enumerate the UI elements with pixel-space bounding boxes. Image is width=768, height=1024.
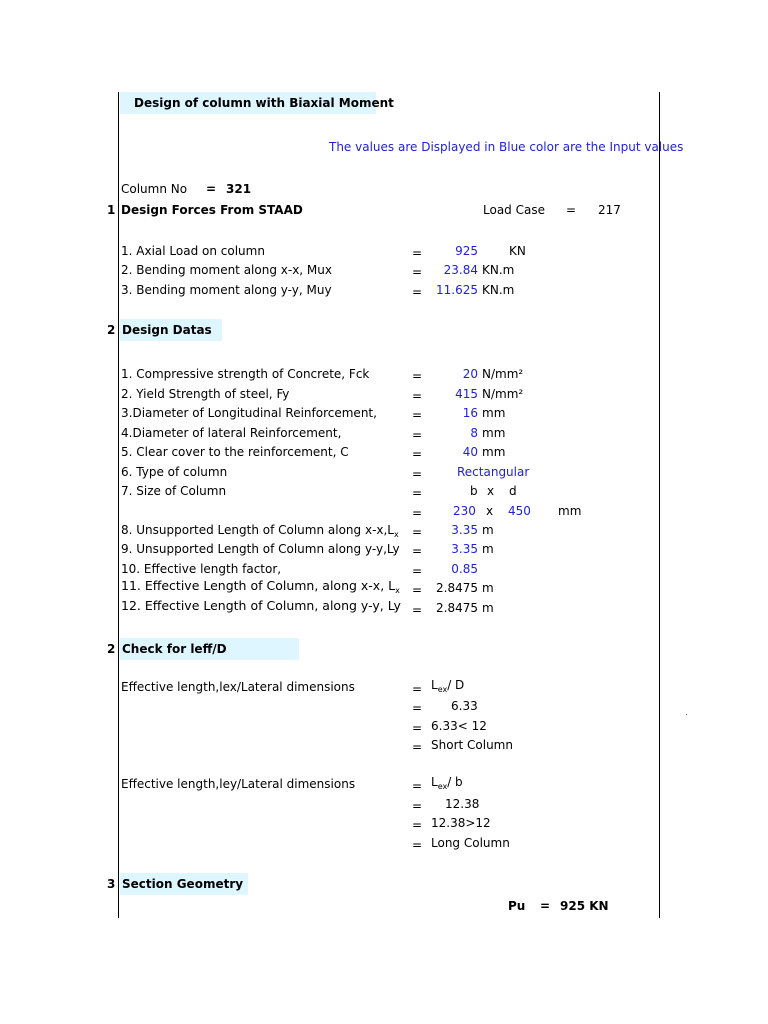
column-result: Short Column xyxy=(431,738,513,752)
row-value: 40 xyxy=(462,445,478,459)
row-eq: = xyxy=(412,682,423,696)
row-value: 20 xyxy=(462,367,478,381)
section-heading: Section Geometry xyxy=(122,877,244,891)
size-unit: mm xyxy=(558,504,582,518)
column-no-eq: = xyxy=(206,182,217,196)
row-eq: = xyxy=(412,818,423,832)
section-heading: Design Datas xyxy=(122,323,212,337)
pu-value: 925 KN xyxy=(560,899,609,913)
row-eq: = xyxy=(412,447,423,461)
ratio-compare: 6.33< 12 xyxy=(431,719,487,733)
load-case-label: Load Case xyxy=(483,203,545,217)
row-value: 415 xyxy=(455,387,478,401)
size-x: x xyxy=(486,504,494,518)
row-value: 8 xyxy=(470,426,478,440)
row-label: 7. Size of Column xyxy=(121,484,227,498)
section-number: 1 xyxy=(107,203,116,217)
row-eq: = xyxy=(412,408,423,422)
row-unit: KN.m xyxy=(482,263,515,277)
row-unit: m xyxy=(482,601,494,615)
left-border xyxy=(118,92,119,918)
row-eq: = xyxy=(412,265,423,279)
size-b-value: 230 xyxy=(453,504,476,518)
row-unit: N/mm² xyxy=(482,387,524,401)
formula: $L_{ex}/$ b xyxy=(431,775,463,791)
row-eq: = xyxy=(412,583,423,597)
row-eq: = xyxy=(412,701,423,715)
row-value: 3.35 xyxy=(451,523,478,537)
row-label: 3. Bending moment along y-y, Muy xyxy=(121,283,332,297)
row-eq: = xyxy=(412,740,423,754)
row-eq: = xyxy=(412,486,423,500)
row-eq: = xyxy=(412,467,423,481)
row-unit: mm xyxy=(482,445,506,459)
load-case-eq: = xyxy=(566,203,577,217)
ratio-value: 12.38 xyxy=(445,797,480,811)
row-eq: = xyxy=(412,428,423,442)
row-label: 2. Bending moment along x-x, Mux xyxy=(121,263,332,277)
column-no-value: 321 xyxy=(226,182,252,196)
section-heading: Design Forces From STAAD xyxy=(121,203,303,217)
row-eq: = xyxy=(412,779,423,793)
size-b-header: b xyxy=(470,484,478,498)
input-note: The values are Displayed in Blue color are the Input values xyxy=(329,140,684,154)
row-eq: = xyxy=(412,799,423,813)
stray-dot xyxy=(686,714,687,715)
column-no-label: Column No xyxy=(121,182,188,196)
formula: $L_{ex}/$ D xyxy=(431,678,465,694)
row-eq: = xyxy=(412,369,423,383)
size-eq: = xyxy=(412,506,423,520)
page-title: Design of column with Biaxial Moment xyxy=(134,96,394,110)
row-value: 2.8475 xyxy=(436,601,478,615)
row-value: 925 xyxy=(455,244,478,258)
row-label: 11. Effective Length of Column, along x-x, $L_x$ xyxy=(121,578,400,595)
row-label: 10. Effective length factor, xyxy=(121,562,282,576)
row-label: 5. Clear cover to the reinforcement, C xyxy=(121,445,349,459)
row-eq: = xyxy=(412,285,423,299)
row-label: 9. Unsupported Length of Column along y-y,Ly xyxy=(121,542,400,556)
pu-eq: = xyxy=(540,899,551,913)
pu-label: Pu xyxy=(508,899,526,913)
row-unit: m xyxy=(482,523,494,537)
row-value: 0.85 xyxy=(451,562,478,576)
section-number: 3 xyxy=(107,877,116,891)
row-value: 3.35 xyxy=(451,542,478,556)
row-eq: = xyxy=(412,838,423,852)
row-eq: = xyxy=(412,544,423,558)
row-eq: = xyxy=(412,389,423,403)
row-label: 12. Effective Length of Column, along y-y, Ly xyxy=(121,598,401,613)
row-label: 4.Diameter of lateral Reinforcement, xyxy=(121,426,342,440)
size-d-header: d xyxy=(509,484,517,498)
right-border xyxy=(659,92,660,918)
row-label: 6. Type of column xyxy=(121,465,228,479)
ratio-compare: 12.38>12 xyxy=(431,816,491,830)
size-d-value: 450 xyxy=(508,504,531,518)
size-x-header: x xyxy=(487,484,495,498)
load-case-value: 217 xyxy=(598,203,621,217)
row-unit: KN.m xyxy=(482,283,515,297)
row-label: 1. Axial Load on column xyxy=(121,244,265,258)
row-label: 3.Diameter of Longitudinal Reinforcement, xyxy=(121,406,377,420)
row-value: 11.625 xyxy=(436,283,478,297)
section-number: 2 xyxy=(107,642,116,656)
row-eq: = xyxy=(412,525,423,539)
row-eq: = xyxy=(412,721,423,735)
block-label: Effective length,lex/Lateral dimensions xyxy=(121,680,355,694)
section-number: 2 xyxy=(107,323,116,337)
row-label: 8. Unsupported Length of Column along $x-x,L_x$ xyxy=(121,523,399,539)
row-label: 1. Compressive strength of Concrete, Fck xyxy=(121,367,370,381)
row-eq: = xyxy=(412,564,423,578)
row-eq: = xyxy=(412,246,423,260)
row-unit: m xyxy=(482,542,494,556)
block-label: Effective length,ley/Lateral dimensions xyxy=(121,777,356,791)
row-unit: KN xyxy=(509,244,526,258)
row-unit: m xyxy=(482,581,494,595)
row-value: 23.84 xyxy=(443,263,478,277)
row-eq: = xyxy=(412,603,423,617)
row-value: Rectangular xyxy=(457,465,530,479)
row-label: 2. Yield Strength of steel, Fy xyxy=(121,387,290,401)
row-unit: mm xyxy=(482,406,506,420)
column-result: Long Column xyxy=(431,836,510,850)
section-heading: Check for leff/D xyxy=(122,642,227,656)
row-unit: mm xyxy=(482,426,506,440)
ratio-value: 6.33 xyxy=(451,699,478,713)
row-value: 16 xyxy=(462,406,478,420)
row-unit: N/mm² xyxy=(482,367,524,381)
row-value: 2.8475 xyxy=(436,581,478,595)
